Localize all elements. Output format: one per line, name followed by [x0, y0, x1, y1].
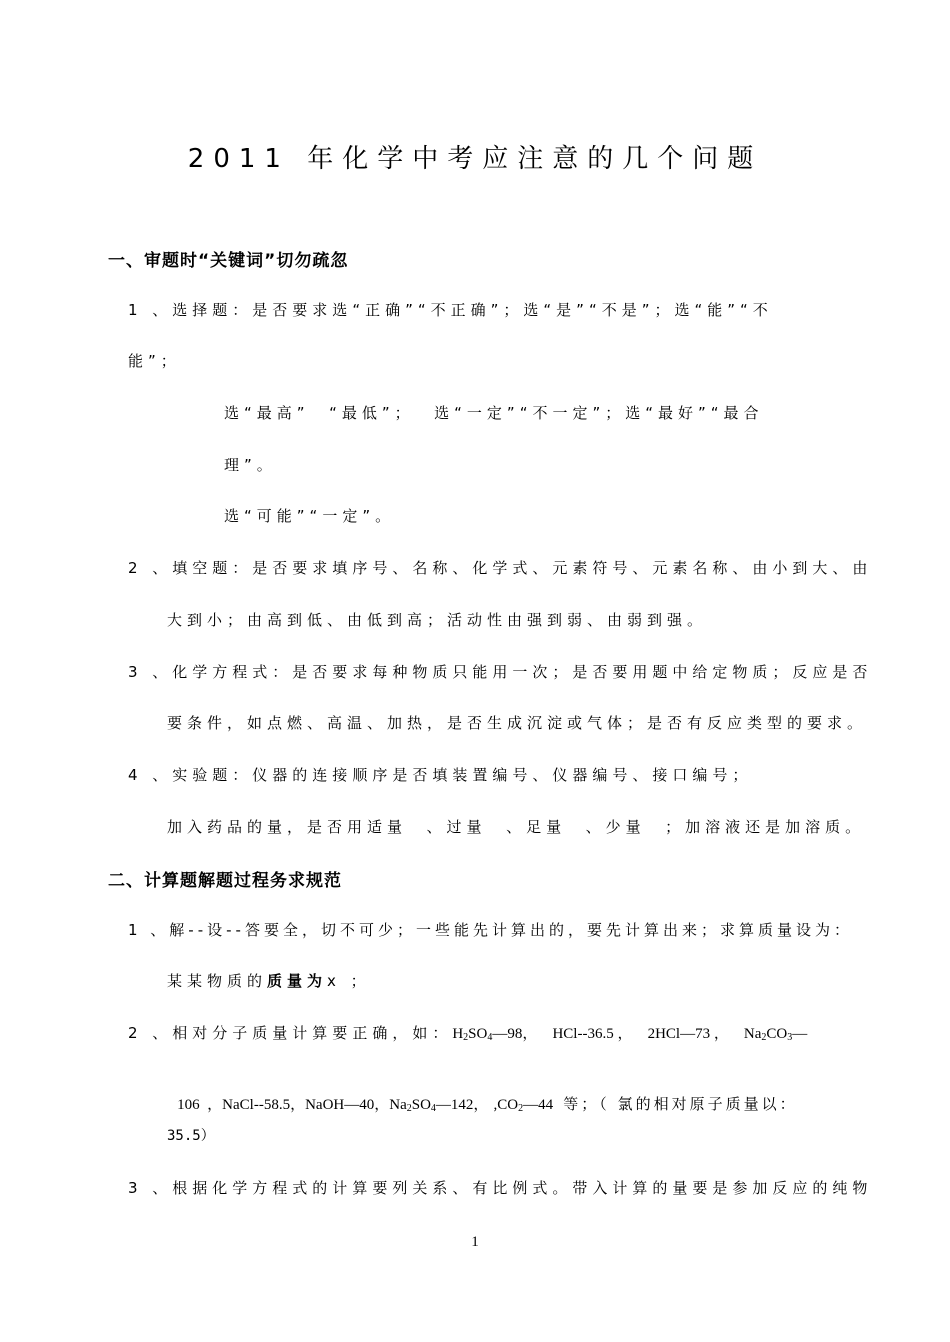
- s2-item1-text-a: 某某物质的: [167, 972, 268, 990]
- formula-nacl-naoh: 106 ，NaCl--58.5，NaOH—40，: [177, 1097, 390, 1113]
- s1-item3-line2: 要条件，如点燃、高温、加热，是否生成沉淀或气体；是否有反应类型的要求。: [167, 714, 868, 732]
- s2-item2-prefix: 2 、相对分子质量计算要正确，如：: [128, 1024, 453, 1042]
- s2-item1-text-bold: 质量为: [267, 972, 328, 990]
- page-number: 1: [471, 1234, 479, 1250]
- s2-item3-line1: 3 、根据化学方程式的计算要列关系、有比例式。带入计算的量要是参加反应的纯物: [128, 1179, 873, 1197]
- s2-item2-line2: [167, 1074, 798, 1114]
- section-heading-2: 二、计算题解题过程务求规范: [108, 871, 342, 891]
- s2-item1-line1: 1 、解--设--答要全，切不可少；一些能先计算出的，要先计算出来；求算质量设为：: [128, 921, 853, 939]
- s1-item4-line2: 加入药品的量，是否用适量 、过量 、足量 、少量 ；加溶液还是加溶质。: [167, 818, 866, 836]
- s2-item2-line1: [128, 1022, 848, 1043]
- section-heading-1: 一、审题时“关键词”切勿疏忽: [108, 251, 349, 271]
- s1-item1-line3: 选“最高” “最低”； 选“一定”“不一定”；选“最好”“最合: [224, 404, 764, 422]
- page-title: 2011 年化学中考应注意的几个问题: [187, 144, 763, 174]
- formula-h2so4: $H_2SO_4—98$，: [452, 1026, 538, 1043]
- s2-item1-text-c: x ；: [327, 972, 371, 990]
- s1-item1-line5: 选“可能”“一定”。: [224, 507, 396, 525]
- s2-item1-line2: [167, 970, 371, 991]
- s1-item3-line1: 3 、化学方程式：是否要求每种物质只能用一次；是否要用题中给定物质；反应是否: [128, 663, 873, 681]
- formula-hcl: HCl--36.5 ，: [552, 1026, 633, 1042]
- formula-2hcl: 2HCl—73 ，: [647, 1026, 729, 1042]
- formula-na2co3: $Na_2CO_3—$: [743, 1026, 808, 1043]
- s2-item2-tail: 等；（ 氯的相对原子质量以：: [563, 1095, 798, 1113]
- formula-co2: $,CO_2—44$: [493, 1097, 554, 1114]
- s1-item1-line1: 1 、选择题：是否要求选“正确”“不正确”；选“是”“不是”；选“能”“不: [128, 301, 773, 319]
- s2-item2-line3: 35.5）: [167, 1128, 215, 1144]
- s1-item4-line1: 4 、实验题：仪器的连接顺序是否填装置编号、仪器编号、接口编号；: [128, 766, 753, 784]
- formula-na2so4: $Na_2SO_4—142$，: [389, 1097, 489, 1114]
- s1-item2-line2: 大到小；由高到低、由低到高；活动性由强到弱、由弱到强。: [167, 611, 708, 629]
- s1-item2-line1: 2 、填空题：是否要求填序号、名称、化学式、元素符号、元素名称、由小到大、由: [128, 559, 873, 577]
- s1-item1-line4: 理”。: [224, 456, 277, 474]
- s1-item1-line2: 能”；: [128, 352, 181, 370]
